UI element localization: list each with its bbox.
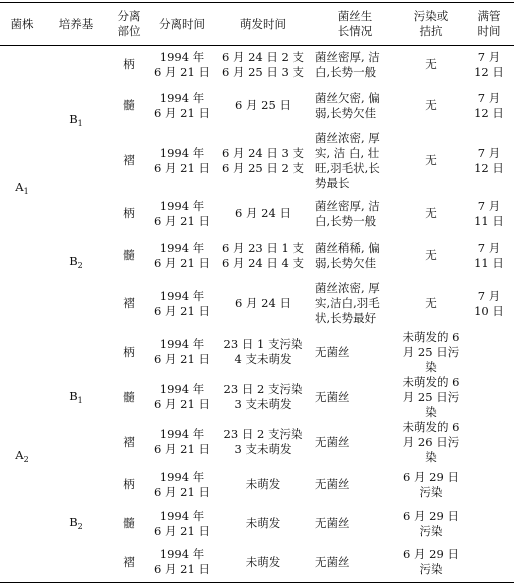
medium-cell-b2-bottom-letter: B [69, 515, 78, 530]
germination-time-cell: 未萌发 [245, 554, 281, 569]
growth-cell: 菌丝密厚, 洁 白,长势一般 [315, 198, 380, 228]
isolation-time-cell: 1994 年 6 月 21 日 [154, 547, 210, 577]
site-cell: 褶 [123, 434, 135, 449]
full-tube-time-cell: 7 月 12 日 [474, 49, 504, 79]
strain-cell-a1 [0, 46, 44, 330]
header-isolation-time: 分离时间 [159, 16, 205, 31]
isolation-time-cell: 1994 年 6 月 21 日 [154, 49, 210, 79]
site-cell: 褶 [123, 554, 135, 569]
contamination-cell: 6 月 29 日 污染 [403, 469, 459, 499]
site-cell: 柄 [123, 344, 135, 359]
full-tube-time-cell: 7 月 12 日 [474, 90, 504, 120]
site-cell: 髓 [123, 516, 135, 530]
contamination-cell: 6 月 29 日 污染 [403, 508, 459, 538]
strain-cell-a1-subscript: 1 [23, 186, 29, 196]
full-tube-time-cell [464, 465, 514, 505]
medium-cell-b1-bottom-letter: B [69, 389, 78, 403]
full-tube-time-cell: 7 月 11 日 [474, 240, 504, 270]
table-row [0, 194, 514, 234]
header-site: 分离 部位 [117, 9, 141, 38]
header-contamination: 污染或 拮抗 [413, 9, 449, 38]
germination-time-cell: 未萌发 [245, 516, 281, 530]
medium-cell-b2-top [44, 194, 108, 330]
isolation-time-cell: 1994 年 6 月 21 日 [154, 382, 210, 411]
medium-cell-b1-top-subscript: 1 [77, 118, 83, 128]
full-tube-time-cell [464, 543, 514, 583]
germination-time-cell: 6 月 24 日 [235, 206, 291, 220]
header-full-tube-time: 满管 时间 [477, 9, 501, 38]
germination-time-cell: 6 月 24 日 [235, 296, 291, 310]
contamination-cell: 无 [425, 248, 437, 262]
germination-time-cell: 6 月 24 日 3 支 6 月 25 日 2 支 [221, 145, 305, 175]
site-cell: 髓 [123, 98, 135, 112]
site-cell: 髓 [123, 389, 135, 404]
growth-cell: 无菌丝 [315, 344, 350, 359]
full-tube-time-cell: 7 月 10 日 [474, 288, 504, 318]
medium-cell-b1-bottom [44, 330, 108, 465]
full-tube-time-cell: 7 月 11 日 [474, 198, 504, 228]
germination-time-cell: 23 日 1 支污染 4 支未萌发 [223, 337, 303, 366]
strain-cell-a1-letter: A [15, 179, 24, 194]
growth-cell: 菌丝欠密, 偏 弱,长势欠佳 [315, 90, 380, 120]
germination-time-cell: 6 月 24 日 2 支 6 月 25 日 3 支 [221, 49, 305, 79]
table-row [0, 465, 514, 505]
site-cell: 褶 [123, 296, 135, 310]
full-tube-time-cell [464, 330, 514, 375]
isolation-time-cell: 1994 年 6 月 21 日 [154, 337, 210, 366]
growth-cell: 无菌丝 [315, 554, 350, 569]
medium-cell-b1-bottom-subscript: 1 [77, 396, 83, 405]
growth-cell: 菌丝浓密, 厚 实,洁白,羽毛 状,长势最好 [315, 281, 380, 325]
table-row [0, 46, 514, 84]
contamination-cell: 无 [425, 153, 437, 167]
isolation-time-cell: 1994 年 6 月 21 日 [154, 240, 210, 270]
medium-cell-b1-top [44, 46, 108, 194]
medium-cell-b2-bottom [44, 465, 108, 583]
site-cell: 髓 [123, 248, 135, 262]
growth-cell: 无菌丝 [315, 477, 350, 491]
isolation-time-cell: 1994 年 6 月 21 日 [154, 90, 210, 120]
header-row [0, 3, 514, 46]
growth-cell: 无菌丝 [315, 389, 350, 404]
table-body [0, 46, 514, 583]
header-medium: 培养基 [58, 16, 94, 31]
contamination-cell: 无 [425, 206, 437, 220]
growth-cell: 菌丝浓密, 厚 实, 洁 白, 壮 旺,羽毛状,长 势最长 [315, 130, 380, 190]
full-tube-time-cell: 7 月 12 日 [474, 145, 504, 175]
isolation-time-cell: 1994 年 6 月 21 日 [154, 288, 210, 318]
header-germination-time: 萌发时间 [240, 16, 286, 31]
results-table [0, 2, 514, 583]
full-tube-time-cell [464, 375, 514, 420]
strain-cell-a2-letter: A [15, 447, 24, 462]
germination-time-cell: 未萌发 [245, 477, 281, 491]
site-cell: 柄 [123, 477, 135, 491]
growth-cell: 无菌丝 [315, 434, 350, 449]
contamination-cell: 无 [425, 98, 437, 112]
isolation-time-cell: 1994 年 6 月 21 日 [154, 198, 210, 228]
isolation-time-cell: 1994 年 6 月 21 日 [154, 469, 210, 499]
header-growth: 菌丝生 长情况 [337, 9, 373, 38]
growth-cell: 无菌丝 [315, 516, 350, 530]
contamination-cell: 6 月 29 日 污染 [403, 547, 459, 577]
full-tube-time-cell [464, 505, 514, 543]
germination-time-cell: 6 月 23 日 1 支 6 月 24 日 4 支 [221, 240, 305, 270]
contamination-cell: 无 [425, 296, 437, 310]
contamination-cell: 未萌发的 6 月 25 日污染 [402, 329, 460, 374]
germination-time-cell: 23 日 2 支污染 3 支未萌发 [223, 382, 303, 411]
isolation-time-cell: 1994 年 6 月 21 日 [154, 427, 210, 456]
strain-cell-a2 [0, 330, 44, 583]
growth-cell: 菌丝密厚, 洁 白,长势一般 [315, 49, 380, 79]
isolation-time-cell: 1994 年 6 月 21 日 [154, 145, 210, 175]
header-strain: 菌株 [10, 16, 34, 31]
site-cell: 柄 [123, 57, 135, 72]
contamination-cell: 无 [425, 57, 437, 72]
contamination-cell: 未萌发的 6 月 26 日污染 [402, 419, 460, 464]
site-cell: 柄 [123, 206, 135, 220]
full-tube-time-cell [464, 420, 514, 465]
table-row [0, 330, 514, 375]
germination-time-cell: 6 月 25 日 [235, 98, 291, 112]
germination-time-cell: 23 日 2 支污染 3 支未萌发 [223, 427, 303, 456]
medium-cell-b2-top-letter: B [69, 253, 78, 268]
medium-cell-b2-bottom-subscript: 2 [77, 522, 83, 532]
strain-cell-a2-subscript: 2 [23, 454, 29, 464]
site-cell: 褶 [123, 153, 135, 167]
isolation-time-cell: 1994 年 6 月 21 日 [154, 508, 210, 538]
medium-cell-b1-top-letter: B [69, 111, 78, 126]
growth-cell: 菌丝稍稀, 偏 弱,长势欠佳 [315, 240, 380, 270]
medium-cell-b2-top-subscript: 2 [77, 260, 83, 270]
contamination-cell: 未萌发的 6 月 25 日污染 [402, 374, 460, 419]
